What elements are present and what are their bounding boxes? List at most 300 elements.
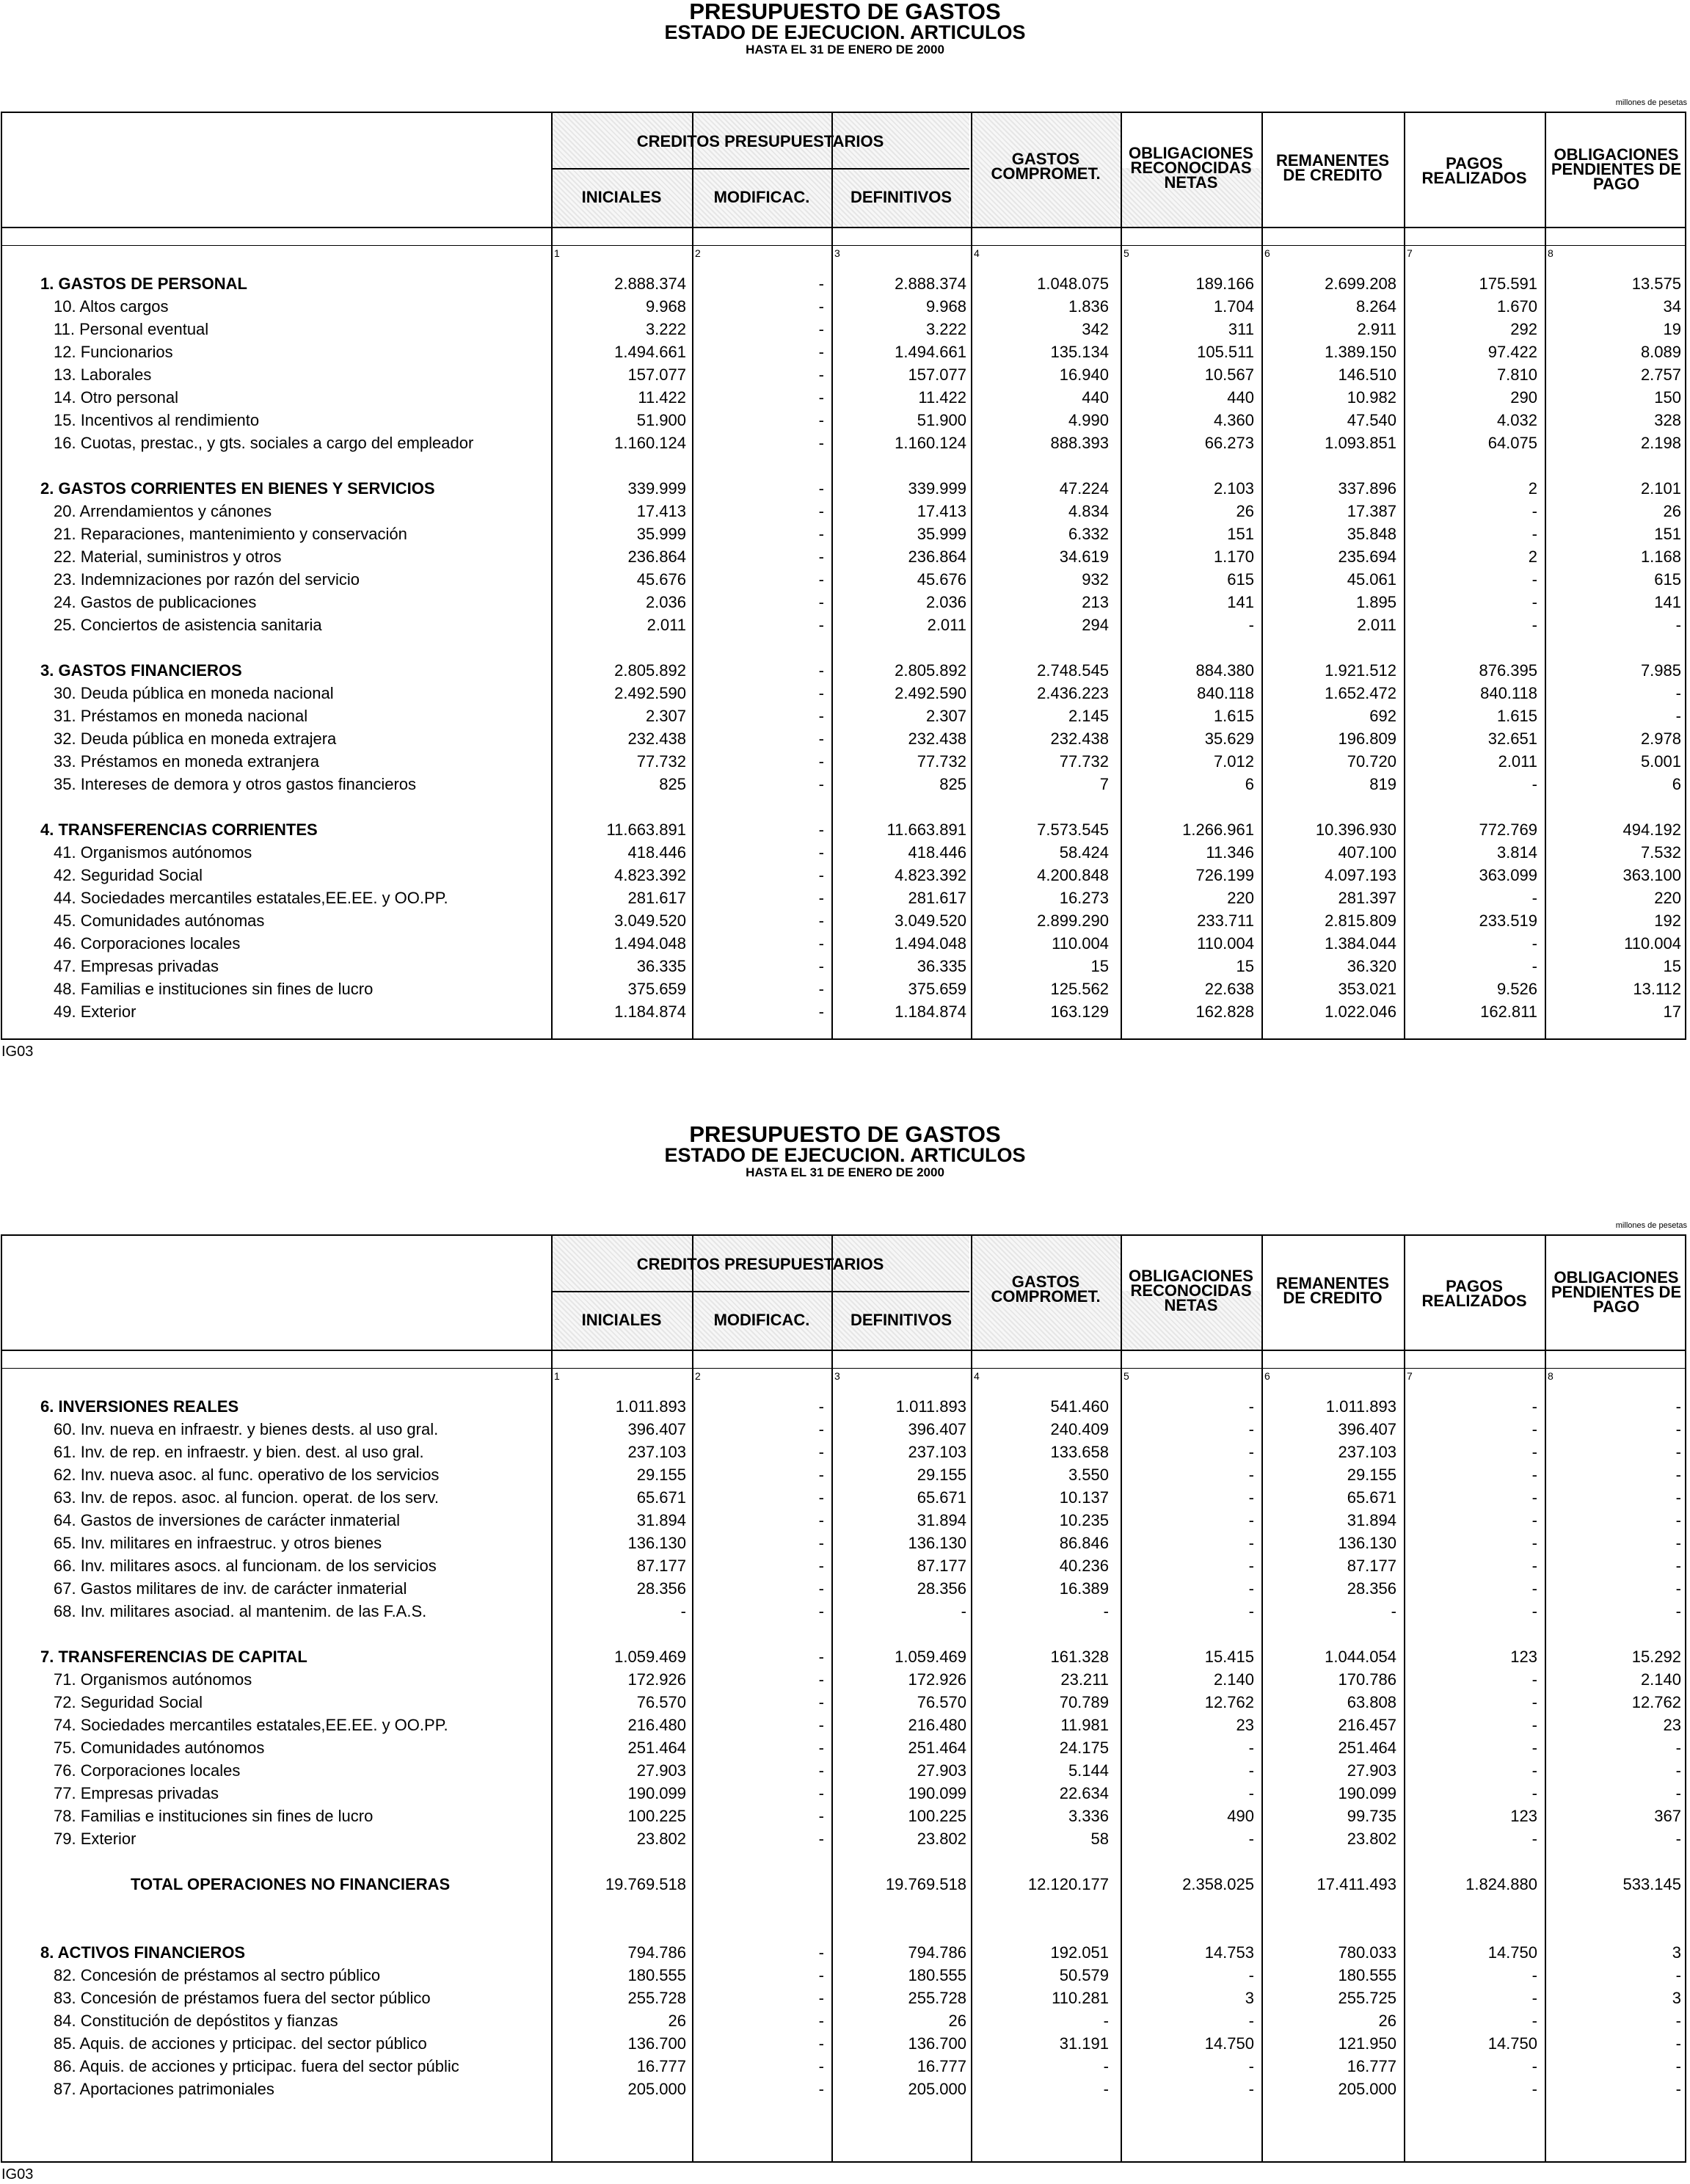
row-label: 74. Sociedades mercantiles estatales,EE.EE. y OO.PP. (54, 1716, 448, 1734)
row-label: 16. Cuotas, prestac., y gts. sociales a cargo del empleador (54, 434, 474, 452)
report-title: PRESUPUESTO DE GASTOS (689, 0, 1001, 24)
value-pendientes: - (1675, 1739, 1681, 1757)
value-iniciales: 19.769.518 (605, 1875, 686, 1893)
row-label: 67. Gastos militares de inv. de carácter inmaterial (54, 1579, 407, 1598)
value-definitivos: 2.492.590 (895, 684, 966, 702)
value-comprometidos: 12.120.177 (1027, 1875, 1109, 1893)
table-row (2, 1578, 1685, 1600)
value-definitivos: 77.732 (917, 752, 966, 771)
value-comprometidos: 1.836 (1068, 297, 1109, 316)
value-definitivos: 11.663.891 (886, 820, 966, 839)
value-comprometidos: 2.436.223 (1037, 684, 1109, 702)
value-iniciales: 1.494.048 (614, 934, 686, 953)
value-comprometidos: 161.328 (1050, 1648, 1109, 1666)
value-iniciales: 2.805.892 (614, 661, 686, 680)
value-iniciales: 825 (659, 775, 686, 793)
value-pagos: - (1531, 1420, 1537, 1438)
header-pend-3: PAGO (1592, 1297, 1640, 1316)
value-definitivos: 205.000 (908, 2080, 966, 2098)
value-pendientes: 13.575 (1631, 274, 1681, 293)
header-iniciales: INICIALES (581, 188, 662, 206)
value-iniciales: 76.570 (636, 1693, 686, 1711)
value-pagos: - (1531, 1966, 1537, 1984)
value-definitivos: 136.700 (908, 2034, 966, 2053)
value-modificac: - (818, 593, 824, 611)
value-iniciales: 4.823.392 (614, 866, 686, 884)
group-row (2, 819, 1685, 841)
value-iniciales: 77.732 (636, 752, 686, 771)
value-iniciales: 136.130 (627, 1534, 686, 1552)
row-label: TOTAL OPERACIONES NO FINANCIERAS (131, 1875, 451, 1893)
value-pendientes: - (1675, 2034, 1681, 2053)
row-label: 23. Indemnizaciones por razón del servicio (54, 570, 360, 589)
value-remanentes: 63.808 (1347, 1693, 1396, 1711)
value-modificac: - (818, 1761, 824, 1780)
creditos-subheader-line (551, 168, 969, 170)
value-pagos: 2 (1528, 547, 1537, 566)
column-number: 8 (1548, 247, 1554, 259)
table-row (2, 887, 1685, 909)
value-obligaciones: - (1248, 1739, 1254, 1757)
column-number: 1 (554, 1370, 560, 1382)
value-definitivos: 36.335 (917, 957, 966, 975)
value-comprometidos: 5.144 (1068, 1761, 1109, 1780)
table-row (2, 410, 1685, 432)
value-remanentes: 1.389.150 (1325, 343, 1396, 361)
value-definitivos: 23.802 (917, 1830, 966, 1848)
value-pagos: - (1531, 1466, 1537, 1484)
header-definitivos: DEFINITIVOS (850, 1311, 953, 1329)
value-modificac: - (818, 411, 824, 429)
value-iniciales: 2.036 (645, 593, 686, 611)
group-row (2, 273, 1685, 295)
value-remanentes: 1.384.044 (1325, 934, 1396, 953)
value-modificac: - (818, 2080, 824, 2098)
value-pendientes: 3 (1672, 1989, 1681, 2007)
value-pendientes: 151 (1654, 525, 1681, 543)
value-definitivos: 76.570 (917, 1693, 966, 1711)
table-row (2, 614, 1685, 636)
value-comprometidos: 16.389 (1059, 1579, 1109, 1598)
value-iniciales: 31.894 (636, 1511, 686, 1529)
header-pend-2: PENDIENTES DE (1551, 1283, 1682, 1301)
value-remanentes: 65.671 (1347, 1488, 1396, 1507)
creditos-subheader-line (551, 1291, 969, 1293)
value-obligaciones: 151 (1227, 525, 1254, 543)
value-comprometidos: 86.846 (1059, 1534, 1109, 1552)
table-row (2, 2033, 1685, 2055)
value-obligaciones: 22.638 (1204, 980, 1254, 998)
value-comprometidos: 16.273 (1059, 889, 1109, 907)
value-pendientes: 13.112 (1633, 980, 1681, 998)
value-remanentes: 10.396.930 (1315, 820, 1396, 839)
value-obligaciones: - (1248, 1488, 1254, 1507)
value-obligaciones: 105.511 (1197, 343, 1254, 361)
value-obligaciones: 726.199 (1195, 866, 1254, 884)
value-obligaciones: 1.615 (1213, 707, 1254, 725)
value-comprometidos: 135.134 (1050, 343, 1109, 361)
value-pendientes: 141 (1654, 593, 1681, 611)
value-definitivos: 1.059.469 (895, 1648, 966, 1666)
value-pagos: 14.750 (1487, 2034, 1537, 2053)
row-label: 87. Aportaciones patrimoniales (54, 2080, 274, 2098)
table-row (2, 1510, 1685, 1532)
column-number-separator (2, 1368, 1685, 1369)
value-comprometidos: 232.438 (1050, 729, 1109, 748)
value-obligaciones: 2.140 (1213, 1670, 1254, 1689)
value-comprometidos: 213 (1082, 593, 1109, 611)
value-pagos: - (1531, 1511, 1537, 1529)
value-modificac: - (818, 1670, 824, 1689)
execution-table (1, 1234, 1686, 2163)
table-row (2, 1669, 1685, 1691)
value-comprometidos: 31.191 (1059, 2034, 1109, 2053)
value-modificac: - (818, 1579, 824, 1598)
header-pagos-1: PAGOS (1446, 1277, 1503, 1295)
value-pagos: - (1531, 889, 1537, 907)
value-comprometidos: 10.235 (1059, 1511, 1109, 1529)
value-modificac: - (818, 911, 824, 930)
value-definitivos: 251.464 (908, 1739, 966, 1757)
value-pendientes: - (1675, 2080, 1681, 2098)
value-iniciales: 251.464 (627, 1739, 686, 1757)
value-modificac: - (818, 297, 824, 316)
value-definitivos: 190.099 (908, 1784, 966, 1802)
row-label: 10. Altos cargos (54, 297, 169, 316)
value-modificac: - (818, 980, 824, 998)
value-obligaciones: - (1248, 2057, 1254, 2075)
value-remanentes: 780.033 (1338, 1943, 1396, 1962)
table-row (2, 592, 1685, 614)
value-pendientes: - (1675, 1466, 1681, 1484)
value-comprometidos: 110.004 (1052, 934, 1109, 953)
value-modificac: - (818, 1784, 824, 1802)
value-obligaciones: 35.629 (1204, 729, 1254, 748)
table-row (2, 978, 1685, 1000)
value-iniciales: 9.968 (645, 297, 686, 316)
value-comprometidos: 192.051 (1050, 1943, 1109, 1962)
value-pagos: 32.651 (1487, 729, 1537, 748)
value-definitivos: 11.422 (918, 388, 966, 407)
value-remanentes: 237.103 (1338, 1443, 1396, 1461)
table-row (2, 2056, 1685, 2078)
value-remanentes: 337.896 (1338, 479, 1396, 498)
value-definitivos: 172.926 (908, 1670, 966, 1689)
table-row (2, 1419, 1685, 1441)
value-modificac: - (818, 525, 824, 543)
value-iniciales: 2.307 (645, 707, 686, 725)
row-label: 15. Incentivos al rendimiento (54, 411, 260, 429)
value-obligaciones: 233.711 (1197, 911, 1254, 930)
value-iniciales: 2.011 (647, 616, 686, 634)
header-oblig-3: NETAS (1164, 1296, 1218, 1314)
value-obligaciones: 26 (1236, 502, 1254, 520)
value-iniciales: 29.155 (636, 1466, 686, 1484)
value-iniciales: 396.407 (627, 1420, 686, 1438)
value-obligaciones: - (1248, 1784, 1254, 1802)
value-definitivos: 2.011 (927, 616, 966, 634)
row-label: 75. Comunidades autónomos (54, 1739, 265, 1757)
row-label: 78. Familias e instituciones sin fines de lucro (54, 1807, 374, 1825)
value-pendientes: 3 (1672, 1943, 1681, 1962)
row-label: 3. GASTOS FINANCIEROS (40, 661, 242, 680)
header-creditos: CREDITOS PRESUPUESTARIOS (636, 1255, 884, 1273)
value-remanentes: 28.356 (1347, 1579, 1396, 1598)
value-pagos: - (1531, 1557, 1537, 1575)
value-remanentes: 216.457 (1338, 1716, 1396, 1734)
header-rem-2: DE CREDITO (1283, 166, 1383, 184)
value-comprometidos: 888.393 (1050, 434, 1109, 452)
header-oblig-2: RECONOCIDAS (1130, 1281, 1252, 1300)
value-modificac: - (818, 1420, 824, 1438)
header-gastos-1: GASTOS (1011, 150, 1080, 168)
value-remanentes: 235.694 (1338, 547, 1396, 566)
value-pagos: 290 (1510, 388, 1537, 407)
value-definitivos: 100.225 (908, 1807, 966, 1825)
row-label: 11. Personal eventual (54, 320, 209, 338)
value-obligaciones: 23 (1236, 1716, 1254, 1734)
value-obligaciones: - (1248, 1397, 1254, 1416)
value-modificac: - (818, 1739, 824, 1757)
header-rem-1: REMANENTES (1275, 1274, 1389, 1292)
table-row (2, 1441, 1685, 1463)
value-obligaciones: 2.103 (1213, 479, 1254, 498)
header-modificac: MODIFICAC. (713, 1311, 810, 1329)
row-label: 1. GASTOS DE PERSONAL (40, 274, 247, 293)
value-comprometidos: 4.200.848 (1037, 866, 1109, 884)
table-row (2, 432, 1685, 454)
value-remanentes: 819 (1369, 775, 1396, 793)
value-pagos: - (1531, 1602, 1537, 1620)
table-row (2, 2010, 1685, 2032)
row-label: 44. Sociedades mercantiles estatales,EE.EE. y OO.PP. (54, 889, 448, 907)
value-pendientes: 615 (1654, 570, 1681, 589)
table-row (2, 1783, 1685, 1805)
value-remanentes: 407.100 (1338, 843, 1396, 862)
value-modificac: - (818, 1488, 824, 1507)
value-obligaciones: 11.346 (1206, 843, 1254, 862)
value-comprometidos: 2.748.545 (1037, 661, 1109, 680)
row-label: 45. Comunidades autónomas (54, 911, 265, 930)
value-definitivos: 4.823.392 (895, 866, 966, 884)
value-pendientes: 328 (1654, 411, 1681, 429)
value-remanentes: 180.555 (1338, 1966, 1396, 1984)
value-modificac: - (818, 2057, 824, 2075)
value-obligaciones: 7.012 (1213, 752, 1254, 771)
value-remanentes: 396.407 (1338, 1420, 1396, 1438)
table-row (2, 1737, 1685, 1759)
value-modificac: - (818, 1693, 824, 1711)
value-iniciales: 26 (668, 2012, 686, 2030)
value-pendientes: 23 (1663, 1716, 1681, 1734)
table-row (2, 341, 1685, 363)
value-definitivos: 2.805.892 (895, 661, 966, 680)
value-obligaciones: 15 (1236, 957, 1254, 975)
value-pagos: - (1531, 1784, 1537, 1802)
value-obligaciones: 14.753 (1204, 1943, 1254, 1962)
table-row (2, 1532, 1685, 1554)
column-number-separator (2, 245, 1685, 246)
value-definitivos: 1.494.661 (895, 343, 966, 361)
row-label: 31. Préstamos en moneda nacional (54, 707, 308, 725)
table-row (2, 1001, 1685, 1023)
value-obligaciones: - (1248, 1830, 1254, 1848)
value-obligaciones: 12.762 (1204, 1693, 1254, 1711)
table-row (2, 933, 1685, 955)
column-number: 7 (1407, 247, 1413, 259)
value-modificac: - (818, 707, 824, 725)
value-obligaciones: - (1248, 1420, 1254, 1438)
value-pendientes: - (1675, 1420, 1681, 1438)
header-oblig-1: OBLIGACIONES (1129, 144, 1253, 162)
value-pendientes: - (1675, 1966, 1681, 1984)
value-definitivos: 375.659 (908, 980, 966, 998)
value-comprometidos: 1.048.075 (1037, 274, 1109, 293)
header-definitivos: DEFINITIVOS (850, 188, 953, 206)
value-definitivos: 19.769.518 (885, 1875, 966, 1893)
value-pagos: 4.032 (1496, 411, 1537, 429)
row-label: 25. Conciertos de asistencia sanitaria (54, 616, 322, 634)
value-comprometidos: 40.236 (1059, 1557, 1109, 1575)
row-label: 72. Seguridad Social (54, 1693, 203, 1711)
value-iniciales: 190.099 (627, 1784, 686, 1802)
row-label: 65. Inv. militares en infraestruc. y otros bienes (54, 1534, 382, 1552)
row-label: 20. Arrendamientos y cánones (54, 502, 272, 520)
value-pagos: - (1531, 1761, 1537, 1780)
value-iniciales: 375.659 (627, 980, 686, 998)
value-modificac: - (818, 820, 824, 839)
value-definitivos: 87.177 (917, 1557, 966, 1575)
value-pendientes: 1.168 (1640, 547, 1681, 566)
value-remanentes: 10.982 (1347, 388, 1396, 407)
value-modificac: - (818, 1830, 824, 1848)
value-comprometidos: 163.129 (1050, 1002, 1109, 1021)
value-pendientes: 2.978 (1640, 729, 1681, 748)
value-pendientes: - (1675, 1761, 1681, 1780)
value-pendientes: 494.192 (1622, 820, 1681, 839)
value-obligaciones: - (1248, 2012, 1254, 2030)
row-label: 60. Inv. nueva en infraestr. y bienes dests. al uso gral. (54, 1420, 439, 1438)
value-pagos: 292 (1510, 320, 1537, 338)
report-subtitle: ESTADO DE EJECUCION. ARTICULOS (664, 21, 1026, 43)
value-pagos: 162.811 (1480, 1002, 1537, 1021)
value-comprometidos: 133.658 (1050, 1443, 1109, 1461)
value-comprometidos: 23.211 (1060, 1670, 1109, 1689)
value-comprometidos: 77.732 (1059, 752, 1109, 771)
table-row (2, 842, 1685, 864)
value-comprometidos: 34.619 (1059, 547, 1109, 566)
row-label: 7. TRANSFERENCIAS DE CAPITAL (40, 1648, 307, 1666)
value-definitivos: 31.894 (917, 1511, 966, 1529)
row-label: 49. Exterior (54, 1002, 136, 1021)
execution-table (1, 112, 1686, 1040)
value-comprometidos: 541.460 (1050, 1397, 1109, 1416)
value-pagos: - (1531, 957, 1537, 975)
value-pendientes: - (1675, 684, 1681, 702)
value-pagos: - (1531, 1716, 1537, 1734)
value-pendientes: - (1675, 1784, 1681, 1802)
value-modificac: - (818, 1002, 824, 1021)
value-definitivos: 232.438 (908, 729, 966, 748)
value-pendientes: - (1675, 1488, 1681, 1507)
value-definitivos: 3.222 (925, 320, 966, 338)
column-number: 3 (834, 1370, 840, 1382)
value-remanentes: 26 (1378, 2012, 1396, 2030)
row-label: 30. Deuda pública en moneda nacional (54, 684, 334, 702)
value-pendientes: - (1675, 1511, 1681, 1529)
value-iniciales: 172.926 (627, 1670, 686, 1689)
row-label: 66. Inv. militares asocs. al funcionam. de los servicios (54, 1557, 437, 1575)
value-obligaciones: - (1248, 1602, 1254, 1620)
value-pagos: 2.011 (1498, 752, 1537, 771)
row-label: 82. Concesión de préstamos al sectro público (54, 1966, 381, 1984)
value-iniciales: 16.777 (636, 2057, 686, 2075)
table-row (2, 1805, 1685, 1827)
value-obligaciones: - (1248, 1466, 1254, 1484)
value-obligaciones: - (1248, 616, 1254, 634)
table-row (2, 705, 1685, 727)
value-remanentes: 1.011.893 (1325, 1397, 1396, 1416)
value-modificac: - (818, 729, 824, 748)
table-row (2, 1601, 1685, 1623)
value-comprometidos: 10.137 (1059, 1488, 1109, 1507)
row-label: 79. Exterior (54, 1830, 136, 1848)
table-row (2, 318, 1685, 341)
value-remanentes: 353.021 (1338, 980, 1396, 998)
value-iniciales: 205.000 (627, 2080, 686, 2098)
header-pend-2: PENDIENTES DE (1551, 160, 1682, 178)
value-modificac: - (818, 1397, 824, 1416)
value-pagos: 3.814 (1496, 843, 1537, 862)
value-iniciales: 136.700 (627, 2034, 686, 2053)
value-pendientes: 2.757 (1640, 365, 1681, 384)
header-rem-2: DE CREDITO (1283, 1289, 1383, 1307)
value-pagos: - (1531, 525, 1537, 543)
value-modificac: - (818, 616, 824, 634)
header-gastos-1: GASTOS (1011, 1273, 1080, 1291)
value-pendientes: 2.198 (1640, 434, 1681, 452)
header-rem-1: REMANENTES (1275, 151, 1389, 170)
value-definitivos: 9.968 (925, 297, 966, 316)
value-remanentes: 121.950 (1338, 2034, 1396, 2053)
value-modificac: - (818, 2034, 824, 2053)
row-label: 84. Constitución de depóstitos y fianzas (54, 2012, 338, 2030)
column-number: 7 (1407, 1370, 1413, 1382)
value-obligaciones: - (1248, 1511, 1254, 1529)
value-modificac: - (818, 434, 824, 452)
value-iniciales: 27.903 (636, 1761, 686, 1780)
row-label: 6. INVERSIONES REALES (40, 1397, 239, 1416)
value-pendientes: - (1675, 1579, 1681, 1598)
value-definitivos: 180.555 (908, 1966, 966, 1984)
value-modificac: - (818, 752, 824, 771)
value-definitivos: 16.777 (917, 2057, 966, 2075)
value-remanentes: 87.177 (1347, 1557, 1396, 1575)
value-iniciales: 28.356 (636, 1579, 686, 1598)
value-definitivos: 26 (948, 2012, 966, 2030)
value-modificac: - (818, 479, 824, 498)
value-iniciales: 237.103 (627, 1443, 686, 1461)
value-pagos: - (1531, 1579, 1537, 1598)
value-modificac: - (818, 1807, 824, 1825)
value-pendientes: 220 (1654, 889, 1681, 907)
column-number: 4 (974, 247, 980, 259)
row-label: 48. Familias e instituciones sin fines de lucro (54, 980, 374, 998)
value-definitivos: 339.999 (908, 479, 966, 498)
value-obligaciones: - (1248, 2080, 1254, 2098)
value-definitivos: 29.155 (917, 1466, 966, 1484)
value-remanentes: 281.397 (1338, 889, 1396, 907)
